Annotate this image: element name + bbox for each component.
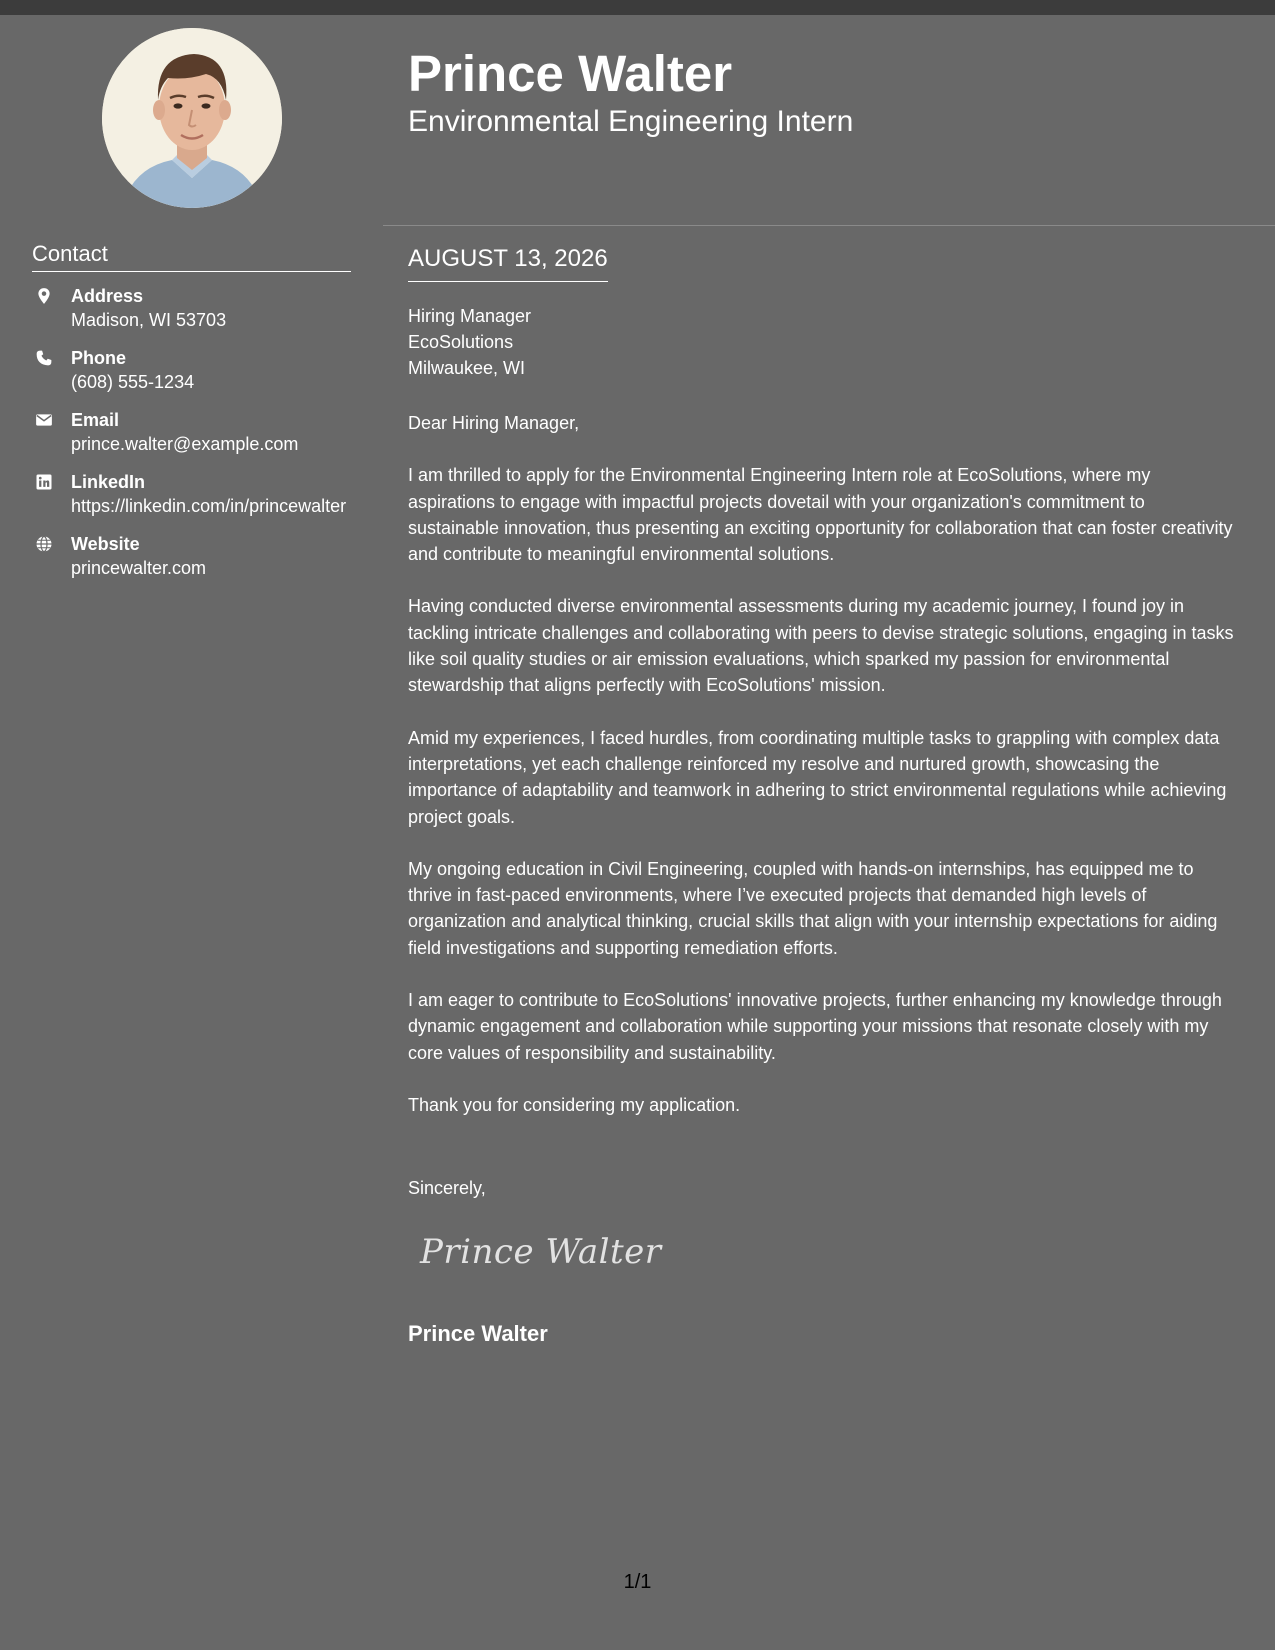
contact-heading: Contact xyxy=(32,240,351,272)
contact-label: Website xyxy=(71,534,140,554)
header-divider xyxy=(383,225,1275,226)
contact-label: Email xyxy=(71,410,120,430)
contact-list xyxy=(32,284,362,594)
avatar xyxy=(102,28,282,208)
contact-item-linkedin xyxy=(32,470,362,518)
recipient-line: Milwaukee, WI xyxy=(408,358,526,378)
body-paragraph: Amid my experiences, I faced hurdles, from coordinating multiple tasks to grappling with complex data interpretations, yet each challenge reinforced my resolve and nurtured growth, showcasing the importance of adaptability and teamwork in adhering to strict environmental regulations while achieving project goals. xyxy=(408,727,1227,827)
contact-value[interactable]: prince.walter@example.com xyxy=(71,434,299,454)
contact-value[interactable]: princewalter.com xyxy=(71,558,207,578)
recipient-block xyxy=(408,303,531,381)
signer-name: Prince Walter xyxy=(408,1321,548,1346)
body-paragraph: Thank you for considering my application. xyxy=(408,1094,741,1115)
page-title: Prince Walter xyxy=(408,45,733,102)
letter-date: AUGUST 13, 2026 xyxy=(408,244,608,282)
body-paragraph: Having conducted diverse environmental assessments during my academic journey, I found joy in tackling intricate challenges and collaborating with peers to devise strategic solutions, engaging in tasks like soil quality studies or air emission evaluations, which sparked my passion for environmental stewardship that aligns perfectly with EcoSolutions' mission. xyxy=(408,596,1234,696)
contact-value: Madison, WI 53703 xyxy=(71,310,227,330)
map-pin-icon xyxy=(35,287,53,305)
envelope-icon xyxy=(35,411,53,429)
contact-item-phone xyxy=(32,346,362,394)
body-paragraph: My ongoing education in Civil Engineering, coupled with hands-on internships, has equipped me to thrive in fast-paced environments, where I’ve executed projects that demanded high levels of organization and analytical thinking, crucial skills that align with your internship expectations for aiding field investigations and supporting remediation efforts. xyxy=(408,858,1218,958)
contact-item-address xyxy=(32,284,362,332)
recipient-line: Hiring Manager xyxy=(408,306,532,326)
salutation: Dear Hiring Manager, xyxy=(408,413,580,433)
letter-body xyxy=(408,410,1240,1144)
page-number: 1/1 xyxy=(623,1571,652,1593)
contact-label: Address xyxy=(71,286,144,306)
top-bar xyxy=(0,0,1275,15)
closing: Sincerely, xyxy=(408,1178,486,1198)
phone-icon xyxy=(35,349,53,367)
profile-photo xyxy=(102,28,282,208)
body-paragraph: I am thrilled to apply for the Environmental Engineering Intern role at EcoSolutions, where my aspirations to engage with impactful projects dovetail with your organization's commitment to sustainable innovation, thus presenting an exciting opportunity for collaboration that can foster creativity and contribute to meaningful environmental solutions. xyxy=(408,465,1233,565)
contact-item-website xyxy=(32,532,362,580)
contact-value[interactable]: https://linkedin.com/in/princewalter xyxy=(71,496,347,516)
linkedin-icon xyxy=(35,473,53,491)
recipient-line: EcoSolutions xyxy=(408,332,514,352)
contact-label: LinkedIn xyxy=(71,472,146,492)
contact-item-email xyxy=(32,408,362,456)
contact-label: Phone xyxy=(71,348,127,368)
job-title: Environmental Engineering Intern xyxy=(408,105,854,138)
body-paragraph: I am eager to contribute to EcoSolutions' innovative projects, further enhancing my knowledge through dynamic engagement and collaboration while supporting your missions that resonate closely with my core values of responsibility and sustainability. xyxy=(408,990,1222,1063)
signature: Prince Walter xyxy=(420,1232,662,1272)
globe-icon xyxy=(35,535,53,553)
contact-value: (608) 555-1234 xyxy=(71,372,195,392)
